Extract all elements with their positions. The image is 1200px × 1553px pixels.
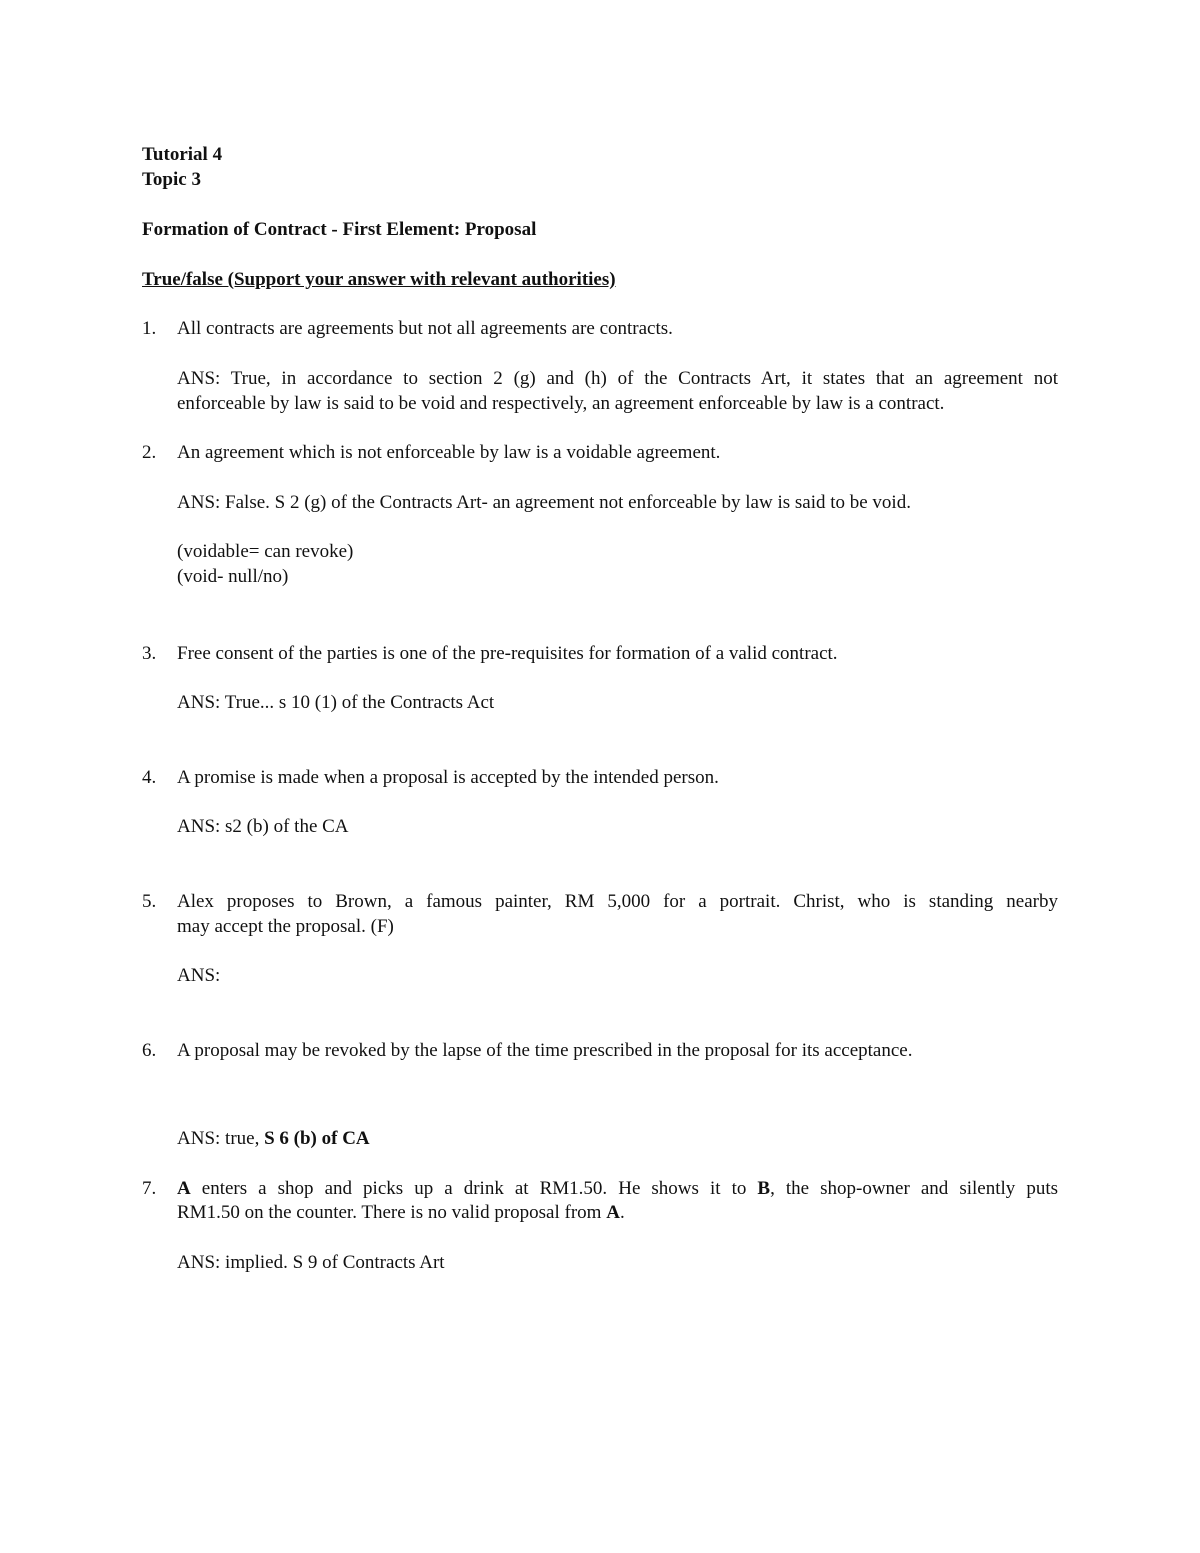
- answer-note: (void- null/no): [177, 566, 289, 587]
- answer-prefix: ANS: true,: [177, 1128, 265, 1149]
- question-number: 4.: [142, 767, 157, 788]
- document-title: Formation of Contract - First Element: Proposal: [142, 219, 537, 240]
- question-text: A promise is made when a proposal is accepted by the intended person.: [177, 767, 719, 788]
- question-text: Free consent of the parties is one of the pre-requisites for formation of a valid contract.: [177, 643, 838, 664]
- topic-label: Topic 3: [142, 169, 201, 190]
- answer-citation: S 6 (b) of CA: [264, 1128, 370, 1149]
- party-b: B: [757, 1178, 771, 1199]
- question-text: [177, 1177, 1058, 1201]
- question-text: A proposal may be revoked by the lapse of the time prescribed in the proposal for its acceptance.: [177, 1040, 913, 1061]
- question-text: All contracts are agreements but not all agreements are contracts.: [177, 318, 673, 339]
- question-number: 5.: [142, 891, 157, 912]
- answer-text: ANS: False. S 2 (g) of the Contracts Art- an agreement not enforceable by law is said to be void.: [177, 492, 911, 513]
- question-fragment: RM1.50 on the counter. There is no valid proposal from: [177, 1202, 607, 1223]
- question-fragment: enters a shop and picks up a drink at RM1.50. He shows it to: [190, 1178, 758, 1199]
- question-number: 7.: [142, 1178, 157, 1199]
- answer-text-continued: enforceable by law is said to be void and respectively, an agreement enforceable by law is a contract.: [177, 393, 945, 414]
- answer-note: (voidable= can revoke): [177, 541, 354, 562]
- answer-text: ANS:: [177, 965, 221, 986]
- question-number: 2.: [142, 442, 157, 463]
- question-fragment: , the shop-owner and silently puts: [770, 1178, 1058, 1199]
- answer-text: ANS: True... s 10 (1) of the Contracts Act: [177, 692, 495, 713]
- party-a: A: [177, 1178, 191, 1199]
- section-heading: True/false (Support your answer with relevant authorities): [142, 269, 616, 290]
- question-text-continued: [177, 1201, 625, 1225]
- question-text: Alex proposes to Brown, a famous painter, RM 5,000 for a portrait. Christ, who is standing nearby: [177, 891, 1058, 912]
- tutorial-label: Tutorial 4: [142, 144, 223, 165]
- question-number: 1.: [142, 318, 157, 339]
- question-text-continued: may accept the proposal. (F): [177, 916, 394, 937]
- question-fragment: .: [619, 1202, 625, 1223]
- answer-text: ANS: implied. S 9 of Contracts Art: [177, 1252, 445, 1273]
- answer-text: [177, 1127, 370, 1151]
- question-number: 6.: [142, 1040, 157, 1061]
- question-number: 3.: [142, 643, 157, 664]
- answer-text: ANS: True, in accordance to section 2 (g) and (h) of the Contracts Art, it states that an agreement not: [177, 368, 1058, 389]
- question-text: An agreement which is not enforceable by law is a voidable agreement.: [177, 442, 721, 463]
- party-a: A: [606, 1202, 620, 1223]
- answer-text: ANS: s2 (b) of the CA: [177, 816, 349, 837]
